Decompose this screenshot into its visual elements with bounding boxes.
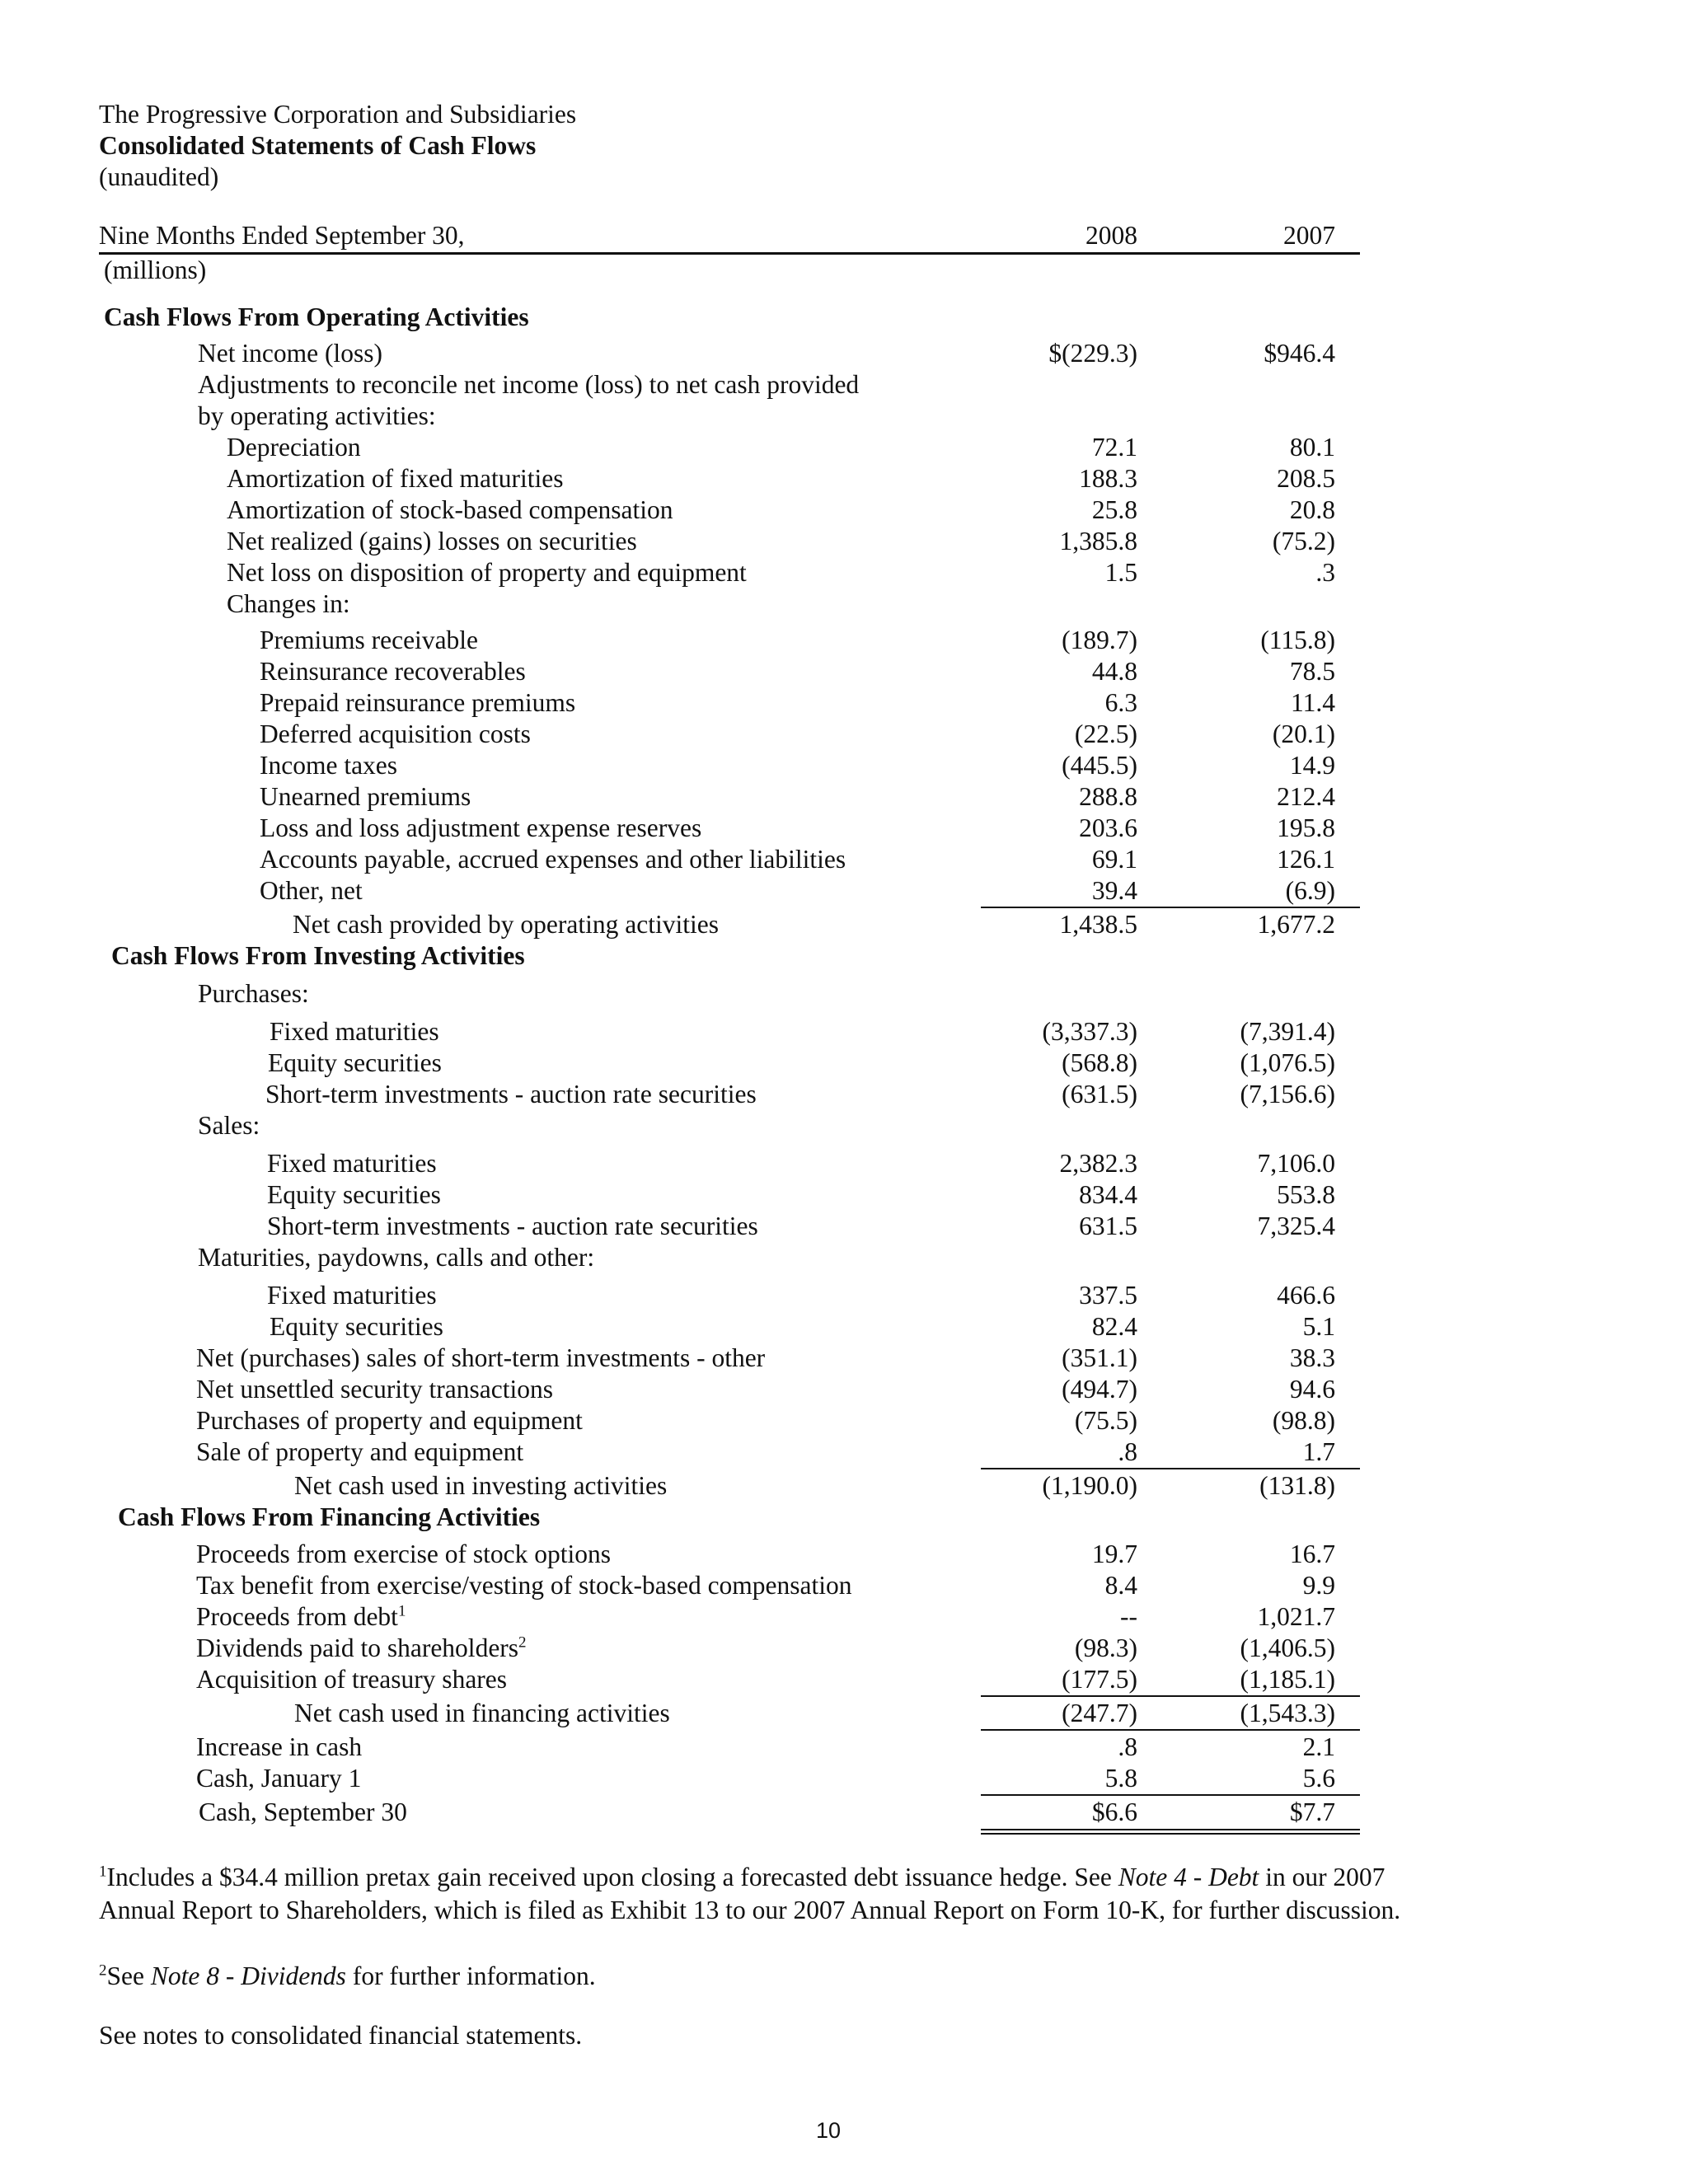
footnote-ref-1: 1 [397,1602,406,1620]
year-2008-header: 2008 [1085,221,1137,250]
footnote-ref-2: 2 [518,1633,527,1652]
footnote-1: $^1$Includes a $34.4 million pretax gain received upon closing a forecasted debt issuance hedge. See Note 4 - Debt in our 2007 Annual Report to Shareholders, which is filed as Exhibit 13 to our 2007 Annual Report on Form 10-K, for further discussion. [99,1863,1401,1924]
period-label: Nine Months Ended September 30, [99,221,465,250]
statement-title: Consolidated Statements of Cash Flows [99,131,537,160]
footnote-2: $^2$See Note 8 - Dividends for further information. [99,1961,596,1990]
company-name: The Progressive Corporation and Subsidiaries [99,100,577,129]
column-header-rule [99,252,1360,255]
page-number: 10 [815,2118,842,2143]
subtotal-rule [981,1468,1360,1469]
notes-reference: See notes to consolidated financial statements. [99,2021,583,2050]
year-2007-header: 2007 [1283,221,1335,250]
subtotal-rule [981,1695,1360,1697]
subtotal-rule [981,1794,1360,1796]
total-double-rule [981,1833,1360,1835]
subtotal-rule [981,1729,1360,1731]
column-header-row [0,220,1688,251]
total-double-rule [981,1829,1360,1830]
subtotal-rule [981,907,1360,908]
statement-subtitle: (unaudited) [99,162,219,191]
units-label: (millions) [104,255,207,284]
